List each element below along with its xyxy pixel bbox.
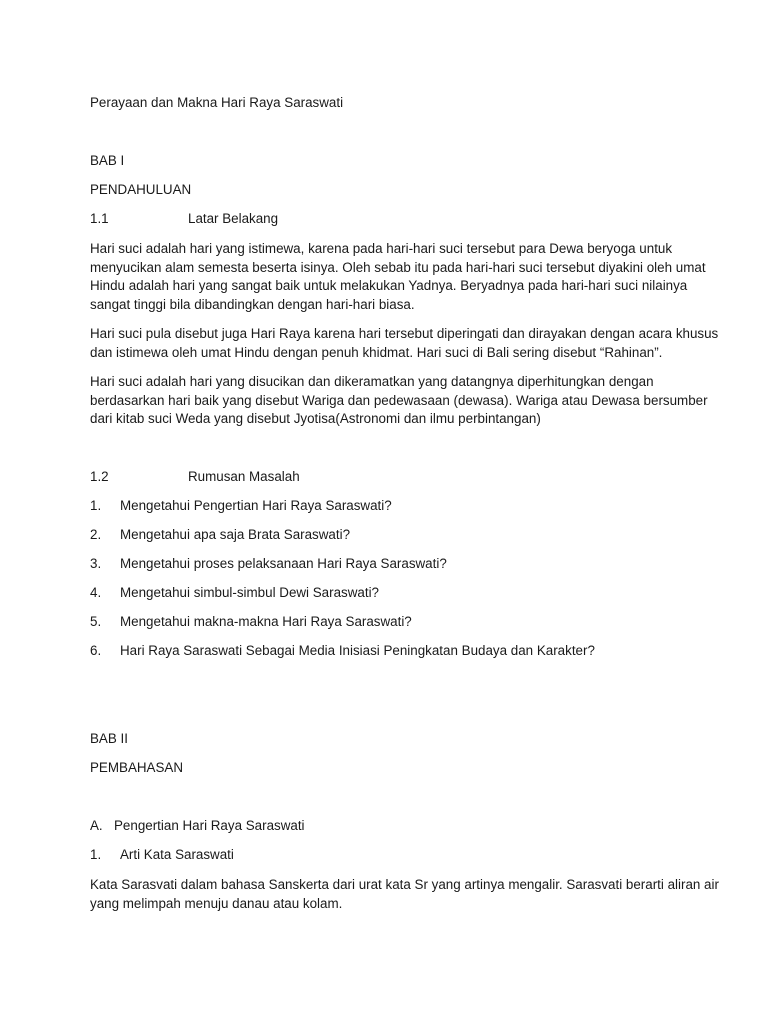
list-item-number: 1. [90,498,102,513]
section-1-1-title: Latar Belakang [188,211,279,226]
list-item-number: 6. [90,643,102,658]
paragraph-line: dari kitab suci Weda yang disebut Jyotisa(Astronomi dan ilmu perbintangan) [90,411,541,426]
paragraph-line: dan istimewa oleh umat Hindu dengan penuh khidmat. Hari suci di Bali sering disebut “Rahinan”. [90,344,663,360]
list-item [90,497,392,516]
list-item [90,584,379,603]
paragraph-line: Hari suci adalah hari yang disucikan dan dikeramatkan yang datangnya diperhitungkan dengan [90,374,654,389]
list-item [90,555,447,574]
list-item [90,613,412,632]
subsection-1-title: Arti Kata Saraswati [120,847,234,862]
bab1-heading: PENDAHULUAN [90,182,192,197]
paragraph-line: sangat tinggi bila dibandingkan dengan hari-hari biasa. [90,296,415,312]
list-item-text: Mengetahui makna-makna Hari Raya Saraswati? [120,614,412,629]
section-1-1-number: 1.1 [90,211,109,226]
list-item-text: Hari Raya Saraswati Sebagai Media Inisiasi Peningkatan Budaya dan Karakter? [120,643,595,658]
subsection-1-heading [90,846,234,865]
section-1-1-heading [90,210,278,229]
paragraph-1 [90,240,706,314]
paragraph-line: Hindu adalah hari yang sangat baik untuk melakukan Yadnya. Beryadnya pada hari-hari suci nilainya [90,278,688,293]
list-item [90,526,350,545]
list-item-number: 3. [90,556,102,571]
section-1-2-heading [90,468,300,487]
bab2-label: BAB II [90,731,128,746]
list-item-number: 2. [90,527,102,542]
paragraph-line: Kata Sarasvati dalam bahasa Sanskerta dari urat kata Sr yang artinya mengalir. Sarasvati berarti aliran air [90,877,719,892]
section-a-title: Pengertian Hari Raya Saraswati [114,818,305,833]
list-item-text: Mengetahui apa saja Brata Saraswati? [120,527,351,542]
paragraph-line: Hari suci pula disebut juga Hari Raya karena hari tersebut diperingati dan dirayakan dengan acara khusus [90,326,719,341]
closing-paragraph [90,876,719,913]
list-item-number: 5. [90,614,102,629]
section-a-heading [90,817,305,836]
section-1-2-number: 1.2 [90,469,109,484]
document-title: Perayaan dan Makna Hari Raya Saraswati [90,95,344,110]
list-item-text: Mengetahui simbul-simbul Dewi Saraswati? [120,585,379,600]
bab1-label: BAB I [90,153,125,168]
section-a-letter: A. [90,818,103,833]
list-item-text: Mengetahui Pengertian Hari Raya Saraswati? [120,498,392,513]
paragraph-2 [90,325,719,362]
paragraph-line: Hari suci adalah hari yang istimewa, karena pada hari-hari suci tersebut para Dewa beryoga untuk [90,241,673,256]
list-item [90,642,595,661]
paragraph-3 [90,373,708,429]
bab2-heading: PEMBAHASAN [90,760,184,775]
list-item-number: 4. [90,585,102,600]
subsection-1-number: 1. [90,847,102,862]
section-1-2-title: Rumusan Masalah [188,469,300,484]
paragraph-line: menyucikan alam semesta beserta isinya. Oleh sebab itu pada hari-hari suci tersebut diyakini oleh umat [90,259,706,275]
list-item-text: Mengetahui proses pelaksanaan Hari Raya Saraswati? [120,556,447,571]
paragraph-line: yang melimpah menuju danau atau kolam. [90,895,343,911]
paragraph-line: berdasarkan hari baik yang disebut Wariga dan pedewasaan (dewasa). Wariga atau Dewasa bersumber [90,392,708,408]
